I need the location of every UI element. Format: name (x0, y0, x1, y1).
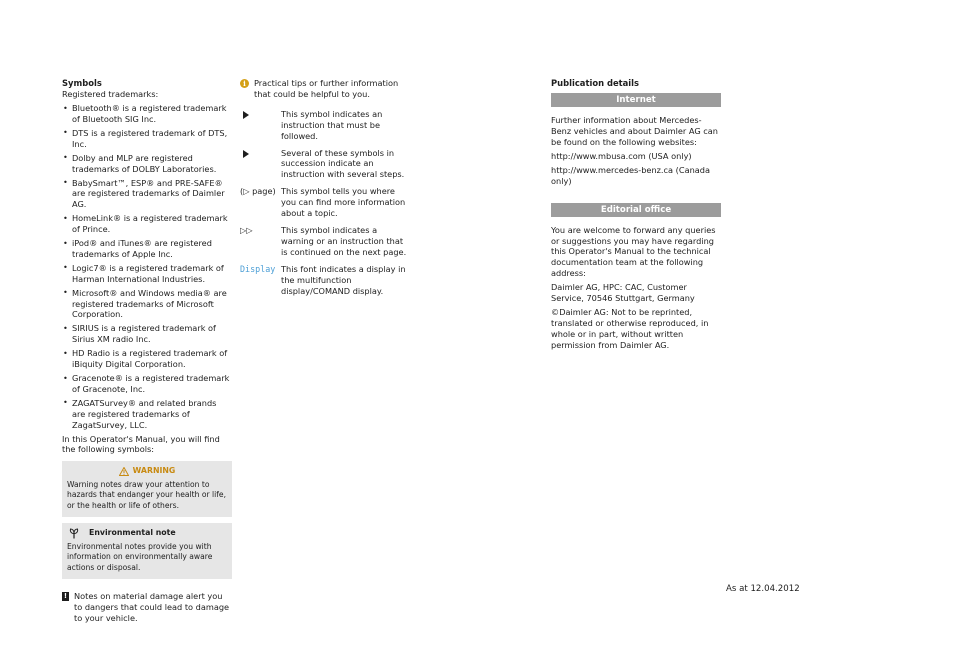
tips-text: Practical tips or further information that could be helpful to you. (254, 78, 399, 99)
continued-symbol: ▷▷ (240, 224, 253, 235)
warning-triangle-icon (119, 467, 129, 476)
trademark-item: • iPod® and iTunes® are registered trademarks of Apple Inc. (62, 238, 232, 260)
warning-title: WARNING (132, 466, 176, 476)
url-usa: http://www.mbusa.com (USA only) (551, 150, 692, 161)
symbol-description: This symbol tells you where you can find more information about a topic. (281, 186, 406, 219)
environmental-note-text: Environmental notes provide you with information on environmentally aware actions or disposal. (67, 541, 213, 572)
internet-text: Further information about Mercedes-Benz vehicles and about Daimler AG can be found on the following websites: (551, 115, 718, 147)
trademark-item: • Microsoft® and Windows media® are registered trademarks of Microsoft Corporation. (62, 288, 232, 321)
trademark-list (62, 103, 232, 430)
material-damage-note (62, 591, 232, 624)
environmental-note-title: Environmental note (89, 528, 176, 538)
trademarks-intro: Registered trademarks: (62, 89, 159, 100)
page-reference-symbol: (▷ page) (240, 186, 276, 197)
leaf-icon (69, 528, 79, 539)
environmental-note-box (62, 523, 232, 579)
trademark-item: • ZAGATSurvey® and related brands are registered trademarks of ZagatSurvey, LLC. (62, 398, 232, 431)
internet-section-bar: Internet (551, 93, 721, 107)
symbols-column (62, 78, 232, 624)
warning-box (62, 461, 232, 517)
symbols-following-text: In this Operator's Manual, you will find the following symbols: (62, 433, 220, 455)
symbol-legend-column (240, 78, 412, 302)
symbol-row (240, 225, 412, 258)
symbol-row (240, 109, 412, 142)
trademark-item: • Logic7® is a registered trademark of Harman International Industries. (62, 263, 232, 285)
trademark-item: • SIRIUS is a registered trademark of Sirius XM radio Inc. (62, 323, 232, 345)
editorial-office-bar: Editorial office (551, 203, 721, 217)
publication-details-column (551, 78, 721, 354)
date-footer: As at 12.04.2012 (726, 584, 800, 594)
symbol-row (240, 264, 412, 297)
trademark-item: • BabySmart™, ESP® and PRE-SAFE® are registered trademarks of Daimler AG. (62, 178, 232, 211)
symbol-description: This symbol indicates an instruction that must be followed. (281, 108, 383, 141)
warning-text: Warning notes draw your attention to hazards that endanger your health or life, or the health or life of others. (67, 479, 227, 510)
info-icon: i (240, 79, 249, 88)
trademark-item: • DTS is a registered trademark of DTS, Inc. (62, 128, 232, 150)
url-canada: http://www.mercedes-benz.ca (Canada only) (551, 164, 711, 186)
exclamation-icon: ! (63, 591, 68, 600)
play-arrow-icon (243, 150, 249, 158)
trademark-item: • Bluetooth® is a registered trademark of Bluetooth SIG Inc. (62, 103, 232, 125)
publication-heading: Publication details (551, 78, 640, 88)
symbol-row (240, 148, 412, 181)
play-arrow-icon (243, 111, 249, 119)
trademark-item: • HomeLink® is a registered trademark of Prince. (62, 213, 232, 235)
symbols-heading: Symbols (62, 78, 102, 88)
symbol-description: This font indicates a display in the multifunction display/COMAND display. (281, 263, 406, 296)
trademark-item: • Gracenote® is a registered trademark of Gracenote, Inc. (62, 373, 232, 395)
symbol-description: Several of these symbols in succession indicate an instruction with several steps. (281, 147, 405, 180)
symbol-row (240, 186, 412, 219)
copyright-text: ©Daimler AG: Not to be reprinted, translated or otherwise reproduced, in whole or in part, without written permission from Daimler AG. (551, 306, 709, 350)
trademark-item: • HD Radio is a registered trademark of iBiquity Digital Corporation. (62, 348, 232, 370)
display-font-symbol: Display (240, 263, 276, 274)
material-damage-text: Notes on material damage alert you to dangers that could lead to damage to your vehicle. (74, 590, 230, 623)
trademark-item: • Dolby and MLP are registered trademarks of DOLBY Laboratories. (62, 153, 232, 175)
address-text: Daimler AG, HPC: CAC, Customer Service, 70546 Stuttgart, Germany (551, 282, 695, 304)
symbol-description: This symbol indicates a warning or an instruction that is continued on the next page. (281, 224, 407, 257)
tips-note (240, 78, 412, 100)
editorial-text: You are welcome to forward any queries or suggestions you may have regarding this Operator's Manual to the technical documentation team at the following address: (551, 224, 716, 279)
